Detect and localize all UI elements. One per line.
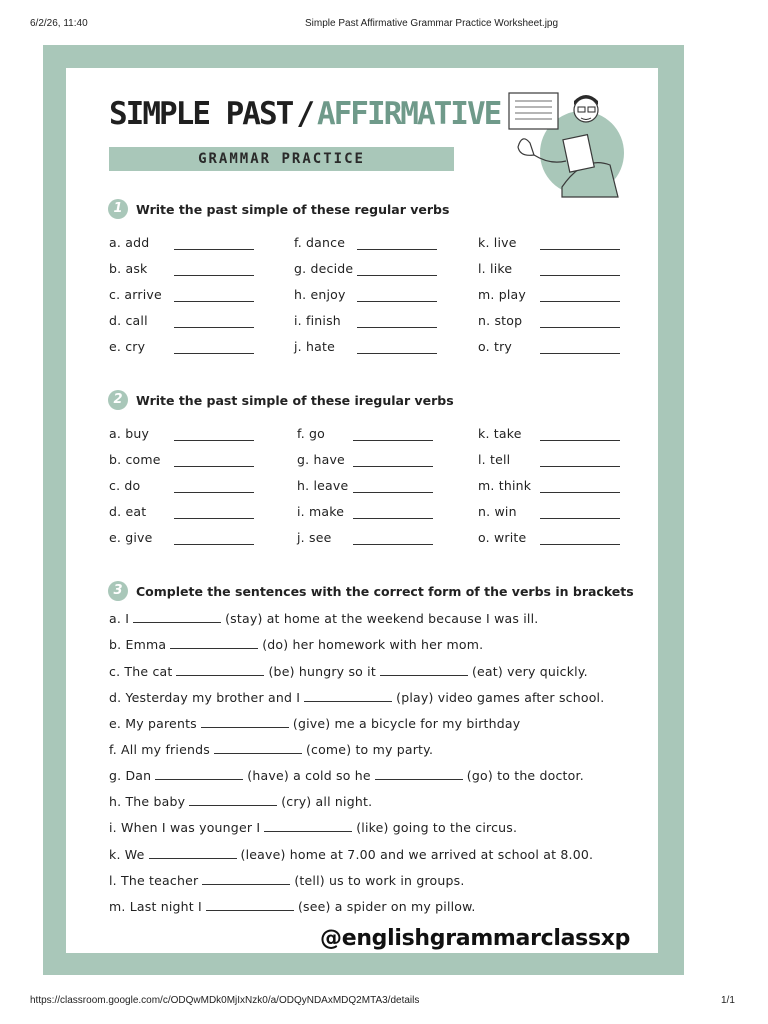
answer-blank[interactable] (353, 466, 433, 467)
answer-blank[interactable] (540, 353, 620, 354)
answer-blank[interactable] (540, 544, 620, 545)
section-2-number-icon: 2 (108, 390, 128, 410)
sentence-start: h. The baby (109, 794, 186, 809)
sentence-start: f. All my friends (109, 742, 210, 757)
answer-blank[interactable] (174, 440, 254, 441)
sentence-item (109, 716, 520, 731)
sentence-item (109, 742, 433, 757)
print-filename: Simple Past Affirmative Grammar Practice Worksheet.jpg (305, 18, 559, 29)
verb-item: f. go (297, 426, 326, 441)
answer-blank[interactable] (540, 327, 620, 328)
verb-item: j. see (297, 530, 332, 545)
answer-blank[interactable] (176, 665, 264, 676)
sentence-middle: (have) a cold so he (247, 768, 371, 783)
sentence-item (109, 847, 593, 862)
verb-item: a. add (109, 235, 150, 250)
answer-blank[interactable] (174, 518, 254, 519)
answer-blank[interactable] (357, 249, 437, 250)
sentence-rest: (see) a spider on my pillow. (297, 899, 476, 914)
sentence-item (109, 611, 538, 626)
verb-item: e. give (109, 530, 153, 545)
answer-blank[interactable] (174, 275, 254, 276)
answer-blank[interactable] (304, 691, 392, 702)
verb-item: c. do (109, 478, 141, 493)
sentence-rest: (go) to the doctor. (466, 768, 584, 783)
sentence-start: e. My parents (109, 716, 197, 731)
answer-blank[interactable] (206, 900, 294, 911)
verb-item: g. have (297, 452, 345, 467)
sentence-item (109, 664, 588, 679)
sentence-start: d. Yesterday my brother and I (109, 690, 301, 705)
verb-item: h. enjoy (294, 287, 346, 302)
sentence-rest: (stay) at home at the weekend because I was ill. (225, 611, 539, 626)
answer-blank[interactable] (174, 544, 254, 545)
sentence-start: m. Last night I (109, 899, 202, 914)
section-1-instruction: Write the past simple of these regular verbs (136, 201, 450, 217)
verb-item: m. think (478, 478, 532, 493)
sentence-start: k. We (109, 847, 145, 862)
worksheet-title (109, 96, 500, 132)
section-3-instruction: Complete the sentences with the correct form of the verbs in brackets (136, 583, 634, 599)
section-1-heading (108, 199, 449, 219)
subtitle-band: GRAMMAR PRACTICE (109, 147, 454, 171)
answer-blank[interactable] (149, 848, 237, 859)
section-1-number-icon: 1 (108, 199, 128, 219)
social-handle: @englishgrammarclassxp (320, 926, 631, 951)
section-2-instruction: Write the past simple of these iregular verbs (136, 392, 454, 408)
answer-blank[interactable] (170, 638, 258, 649)
verb-item: l. tell (478, 452, 511, 467)
sentence-start: g. Dan (109, 768, 152, 783)
verb-item: k. take (478, 426, 522, 441)
verb-item: o. write (478, 530, 527, 545)
answer-blank[interactable] (264, 821, 352, 832)
answer-blank[interactable] (133, 612, 221, 623)
sentence-rest: (like) going to the circus. (356, 820, 518, 835)
answer-blank[interactable] (357, 301, 437, 302)
section-2-heading (108, 390, 454, 410)
answer-blank[interactable] (540, 249, 620, 250)
verb-item: l. like (478, 261, 513, 276)
sentence-start: a. I (109, 611, 130, 626)
sentence-rest: (play) video games after school. (396, 690, 605, 705)
print-url: https://classroom.google.com/c/ODQwMDk0MjIxNzk0/a/ODQyNDAxMDQ2MTA3/details (30, 995, 420, 1006)
answer-blank[interactable] (174, 327, 254, 328)
section-3-number-icon: 3 (108, 581, 128, 601)
verb-item: g. decide (294, 261, 354, 276)
sentence-item (109, 690, 604, 705)
answer-blank[interactable] (174, 301, 254, 302)
answer-blank[interactable] (174, 466, 254, 467)
verb-item: d. eat (109, 504, 147, 519)
verb-item: j. hate (294, 339, 335, 354)
teacher-illustration-icon (500, 85, 630, 205)
sentence-rest: (eat) very quickly. (471, 664, 588, 679)
sentence-start: l. The teacher (109, 873, 199, 888)
answer-blank[interactable] (357, 353, 437, 354)
verb-item: o. try (478, 339, 513, 354)
answer-blank[interactable] (189, 795, 277, 806)
answer-blank[interactable] (155, 769, 243, 780)
answer-blank[interactable] (353, 492, 433, 493)
verb-item: c. arrive (109, 287, 162, 302)
answer-blank[interactable] (174, 492, 254, 493)
sentence-rest: (do) her homework with her mom. (262, 637, 484, 652)
verb-item: b. ask (109, 261, 148, 276)
sentence-rest: (cry) all night. (281, 794, 373, 809)
answer-blank[interactable] (353, 518, 433, 519)
title-simple-past: SIMPLE PAST (109, 96, 293, 132)
sentence-rest: (tell) us to work in groups. (294, 873, 465, 888)
verb-item: k. live (478, 235, 517, 250)
verb-item: f. dance (294, 235, 346, 250)
sentence-rest: (leave) home at 7.00 and we arrived at school at 8.00. (240, 847, 594, 862)
verb-item: n. stop (478, 313, 523, 328)
sentence-item (109, 768, 584, 783)
answer-blank[interactable] (202, 874, 290, 885)
answer-blank[interactable] (540, 492, 620, 493)
answer-blank[interactable] (375, 769, 463, 780)
answer-blank[interactable] (357, 327, 437, 328)
verb-item: b. come (109, 452, 161, 467)
answer-blank[interactable] (201, 717, 289, 728)
sentence-start: b. Emma (109, 637, 167, 652)
verb-item: a. buy (109, 426, 150, 441)
print-page-number: 1/1 (721, 995, 735, 1006)
verb-item: e. cry (109, 339, 146, 354)
answer-blank[interactable] (174, 353, 254, 354)
sentence-item (109, 820, 517, 835)
sentence-item (109, 794, 372, 809)
sentence-item (109, 637, 483, 652)
answer-blank[interactable] (540, 440, 620, 441)
answer-blank[interactable] (357, 275, 437, 276)
sentence-item (109, 873, 465, 888)
answer-blank[interactable] (353, 440, 433, 441)
answer-blank[interactable] (174, 249, 254, 250)
answer-blank[interactable] (380, 665, 468, 676)
print-datetime: 6/2/26, 11:40 (30, 18, 88, 29)
answer-blank[interactable] (214, 743, 302, 754)
sentence-middle: (be) hungry so it (268, 664, 376, 679)
title-slash: / (296, 96, 313, 132)
answer-blank[interactable] (540, 466, 620, 467)
answer-blank[interactable] (540, 518, 620, 519)
verb-item: n. win (478, 504, 517, 519)
section-3-heading (108, 581, 634, 601)
sentence-rest: (come) to my party. (305, 742, 434, 757)
answer-blank[interactable] (540, 301, 620, 302)
sentence-start: i. When I was younger I (109, 820, 261, 835)
verb-item: h. leave (297, 478, 349, 493)
title-affirmative: AFFIRMATIVE (316, 96, 501, 132)
sentence-start: c. The cat (109, 664, 173, 679)
verb-item: i. make (297, 504, 345, 519)
answer-blank[interactable] (353, 544, 433, 545)
verb-item: m. play (478, 287, 526, 302)
verb-item: d. call (109, 313, 148, 328)
sentence-rest: (give) me a bicycle for my birthday (292, 716, 521, 731)
sentence-item (109, 899, 476, 914)
verb-item: i. finish (294, 313, 341, 328)
answer-blank[interactable] (540, 275, 620, 276)
